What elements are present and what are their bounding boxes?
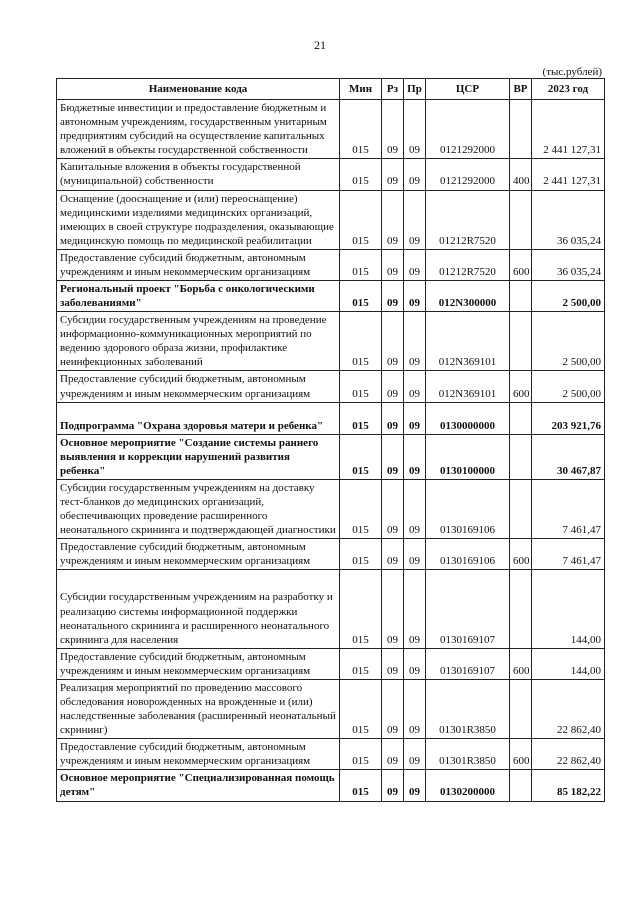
row-rz: 09	[382, 100, 404, 159]
row-rz: 09	[382, 648, 404, 679]
row-rz: 09	[382, 539, 404, 570]
row-csr: 0130169107	[426, 648, 510, 679]
row-csr: 01301R3850	[426, 739, 510, 770]
table-row	[57, 739, 605, 770]
row-rz: 09	[382, 371, 404, 402]
row-name: Реализация мероприятий по проведению массового обследования новорожденных на врожденные и (или) наследственные заболевания (расширенный неонатальный скрининг)	[57, 679, 340, 738]
row-pr: 09	[404, 739, 426, 770]
row-vr	[510, 770, 532, 801]
row-csr: 0130100000	[426, 434, 510, 479]
row-amount: 85 182,22	[532, 770, 605, 801]
table-row	[57, 249, 605, 280]
row-amount: 2 500,00	[532, 281, 605, 312]
row-name: Предоставление субсидий бюджетным, автономным учреждениям и иным некоммерческим организациям	[57, 539, 340, 570]
row-vr: 600	[510, 539, 532, 570]
row-amount: 2 441 127,31	[532, 159, 605, 190]
header-rz: Рз	[382, 79, 404, 100]
row-min: 015	[340, 281, 382, 312]
header-min: Мин	[340, 79, 382, 100]
row-pr: 09	[404, 770, 426, 801]
row-amount: 36 035,24	[532, 190, 605, 249]
table-row	[57, 281, 605, 312]
row-pr: 09	[404, 371, 426, 402]
row-min: 015	[340, 312, 382, 371]
row-amount: 144,00	[532, 570, 605, 648]
row-vr	[510, 190, 532, 249]
row-csr: 0130000000	[426, 402, 510, 434]
row-vr: 600	[510, 249, 532, 280]
row-csr: 01301R3850	[426, 679, 510, 738]
row-vr: 600	[510, 648, 532, 679]
row-vr: 600	[510, 739, 532, 770]
header-name: Наименование кода	[57, 79, 340, 100]
row-min: 015	[340, 371, 382, 402]
row-csr: 01212R7520	[426, 249, 510, 280]
table-row	[57, 402, 605, 434]
table-row	[57, 434, 605, 479]
row-min: 015	[340, 159, 382, 190]
row-pr: 09	[404, 402, 426, 434]
row-amount: 2 500,00	[532, 371, 605, 402]
row-rz: 09	[382, 479, 404, 538]
row-min: 015	[340, 570, 382, 648]
table-row	[57, 371, 605, 402]
row-amount: 203 921,76	[532, 402, 605, 434]
table-row	[57, 190, 605, 249]
row-csr: 012N369101	[426, 312, 510, 371]
table-row	[57, 479, 605, 538]
header-vr: ВР	[510, 79, 532, 100]
row-vr	[510, 434, 532, 479]
row-pr: 09	[404, 312, 426, 371]
row-rz: 09	[382, 679, 404, 738]
row-min: 015	[340, 190, 382, 249]
row-min: 015	[340, 539, 382, 570]
row-rz: 09	[382, 434, 404, 479]
row-min: 015	[340, 434, 382, 479]
table-row	[57, 159, 605, 190]
row-name: Основное мероприятие "Создание системы раннего выявления и коррекции нарушений развития ребенка"	[57, 434, 340, 479]
row-pr: 09	[404, 570, 426, 648]
row-pr: 09	[404, 434, 426, 479]
row-amount: 2 441 127,31	[532, 100, 605, 159]
row-csr: 0130169106	[426, 539, 510, 570]
row-min: 015	[340, 679, 382, 738]
table-row	[57, 100, 605, 159]
row-rz: 09	[382, 770, 404, 801]
page-number: 21	[314, 38, 326, 52]
row-vr	[510, 679, 532, 738]
row-pr: 09	[404, 479, 426, 538]
row-pr: 09	[404, 679, 426, 738]
row-min: 015	[340, 402, 382, 434]
row-rz: 09	[382, 402, 404, 434]
row-vr	[510, 479, 532, 538]
row-name: Субсидии государственным учреждениям на разработку и реализацию системы информационной поддержки неонатального скрининга и расширенного неонатального скрининга для населения	[57, 570, 340, 648]
row-rz: 09	[382, 159, 404, 190]
table-row	[57, 648, 605, 679]
row-csr: 012N369101	[426, 371, 510, 402]
row-name: Капитальные вложения в объекты государственной (муниципальной) собственности	[57, 159, 340, 190]
row-amount: 7 461,47	[532, 479, 605, 538]
table-row	[57, 539, 605, 570]
table-row	[57, 570, 605, 648]
row-rz: 09	[382, 281, 404, 312]
row-vr	[510, 402, 532, 434]
row-pr: 09	[404, 539, 426, 570]
row-rz: 09	[382, 249, 404, 280]
table-header-row	[57, 79, 605, 100]
row-min: 015	[340, 770, 382, 801]
row-csr: 0121292000	[426, 159, 510, 190]
row-name: Предоставление субсидий бюджетным, автономным учреждениям и иным некоммерческим организациям	[57, 648, 340, 679]
row-min: 015	[340, 100, 382, 159]
row-csr: 0130169106	[426, 479, 510, 538]
row-min: 015	[340, 249, 382, 280]
row-csr: 012N300000	[426, 281, 510, 312]
row-pr: 09	[404, 249, 426, 280]
row-name: Основное мероприятие "Специализированная помощь детям"	[57, 770, 340, 801]
row-pr: 09	[404, 281, 426, 312]
unit-label: (тыс.рублей)	[542, 66, 602, 78]
row-pr: 09	[404, 648, 426, 679]
table-row	[57, 770, 605, 801]
row-vr	[510, 570, 532, 648]
row-csr: 01212R7520	[426, 190, 510, 249]
row-min: 015	[340, 739, 382, 770]
row-csr: 0121292000	[426, 100, 510, 159]
row-name: Субсидии государственным учреждениям на доставку тест-бланков до медицинских организаций, обеспечивающих проведение расширенного неонатального скрининга и подтверждающей диагностики	[57, 479, 340, 538]
row-min: 015	[340, 479, 382, 538]
row-rz: 09	[382, 570, 404, 648]
row-name: Подпрограмма "Охрана здоровья матери и ребенка"	[57, 402, 340, 434]
row-amount: 36 035,24	[532, 249, 605, 280]
row-name: Региональный проект "Борьба с онкологическими заболеваниями"	[57, 281, 340, 312]
row-csr: 0130200000	[426, 770, 510, 801]
row-amount: 2 500,00	[532, 312, 605, 371]
row-name: Оснащение (дооснащение и (или) переоснащение) медицинскими изделиями медицинских организаций, имеющих в своей структуре подразделения, оказывающие медицинскую помощь по медицинской реабилитации	[57, 190, 340, 249]
row-vr	[510, 281, 532, 312]
row-pr: 09	[404, 159, 426, 190]
row-name: Предоставление субсидий бюджетным, автономным учреждениям и иным некоммерческим организациям	[57, 739, 340, 770]
row-name: Предоставление субсидий бюджетным, автономным учреждениям и иным некоммерческим организациям	[57, 371, 340, 402]
row-vr	[510, 312, 532, 371]
row-csr: 0130169107	[426, 570, 510, 648]
header-amount: 2023 год	[532, 79, 605, 100]
row-name: Бюджетные инвестиции и предоставление бюджетным и автономным учреждениям, государственным унитарным предприятиям субсидий на осуществление капитальных вложений в объекты государственной собственности	[57, 100, 340, 159]
row-rz: 09	[382, 739, 404, 770]
header-pr: Пр	[404, 79, 426, 100]
row-name: Предоставление субсидий бюджетным, автономным учреждениям и иным некоммерческим организациям	[57, 249, 340, 280]
row-amount: 22 862,40	[532, 679, 605, 738]
row-vr	[510, 100, 532, 159]
row-min: 015	[340, 648, 382, 679]
row-vr: 400	[510, 159, 532, 190]
budget-table	[56, 78, 605, 802]
row-pr: 09	[404, 190, 426, 249]
row-amount: 30 467,87	[532, 434, 605, 479]
row-pr: 09	[404, 100, 426, 159]
header-csr: ЦСР	[426, 79, 510, 100]
row-rz: 09	[382, 190, 404, 249]
row-name: Субсидии государственным учреждениям на проведение информационно-коммуникационных мероприятий по ведению здорового образа жизни, профилактике неинфекционных заболеваний	[57, 312, 340, 371]
row-amount: 22 862,40	[532, 739, 605, 770]
row-rz: 09	[382, 312, 404, 371]
table-row	[57, 312, 605, 371]
row-vr: 600	[510, 371, 532, 402]
table-row	[57, 679, 605, 738]
row-amount: 7 461,47	[532, 539, 605, 570]
row-amount: 144,00	[532, 648, 605, 679]
